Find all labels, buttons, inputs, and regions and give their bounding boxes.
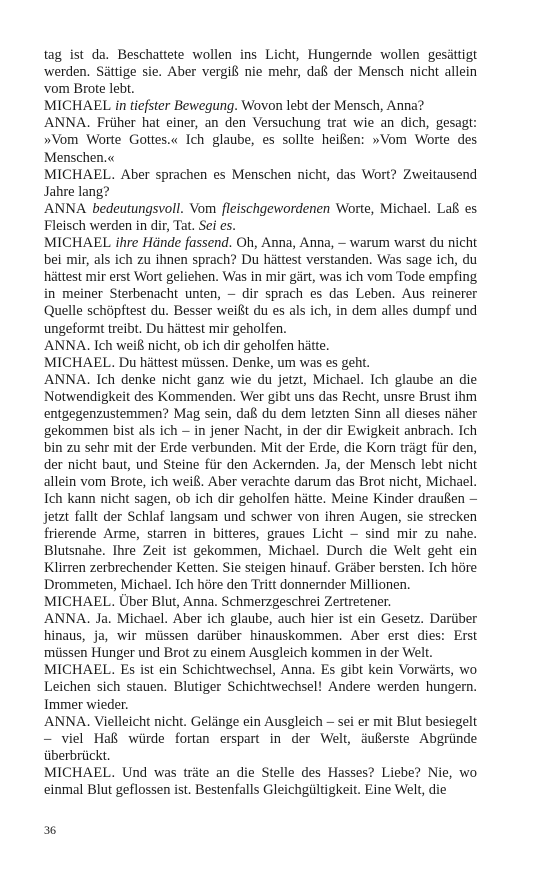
speaker-name: ANNA	[44, 200, 87, 217]
dialogue-text: . Oh, Anna, Anna, – warum warst du nicht bei mir, als ich zu ihnen sprach? Du hättest verstanden. Was sage ich, du hättest mir erst Wort geliehen. Was in mir gärt, was ich vom Tode empfing in meiner Sterbenacht unten, – dir sprach es das Leben. Aus reinerer Quelle schöpftest du. Besser weißt du es als ich, in dem alles dumpf und ungeformt treibt. Du hättest mir geholfen.	[44, 235, 478, 337]
dialogue-paragraph	[44, 594, 477, 611]
page-number: 36	[44, 823, 56, 837]
speaker-name: MICHAEL	[44, 235, 112, 252]
dialogue-text: . Über Blut, Anna. Schmerzgeschrei Zertretener.	[111, 594, 392, 610]
dialogue-paragraph	[44, 235, 477, 338]
dialogue-text: . Vielleicht nicht. Gelänge ein Ausgleich – sei er mit Blut besiegelt – viel Haß würde fortan erspart in der Welt, äußerste Abgründe überbrückt.	[44, 713, 477, 764]
dialogue-paragraph	[44, 765, 477, 799]
stage-direction: ihre Hände fassend	[115, 235, 229, 252]
dialogue-text: . Es ist ein Schichtwechsel, Anna. Es gibt kein Vorwärts, wo Leichen sich stauen. Blutiger Schichtwechsel! Andere werden hungern. Immer wieder.	[44, 662, 477, 713]
speaker-name: MICHAEL	[44, 594, 112, 610]
dialogue-text: . Du hättest müssen. Denke, um was es geht.	[111, 354, 370, 371]
speaker-name: MICHAEL	[44, 98, 112, 115]
dialogue-paragraph	[44, 662, 477, 713]
speaker-name: ANNA	[44, 115, 87, 132]
speaker-name: ANNA	[44, 611, 87, 628]
dialogue-paragraph	[44, 338, 477, 355]
speaker-name: MICHAEL	[44, 764, 112, 781]
dialogue-paragraph	[44, 355, 477, 372]
speaker-name: MICHAEL	[44, 166, 112, 183]
dialogue-paragraph	[44, 47, 477, 98]
dialogue-text: . Wovon lebt der Mensch, Anna?	[234, 98, 425, 115]
speaker-name: MICHAEL	[44, 662, 112, 679]
dialogue-paragraph	[44, 201, 477, 235]
speaker-name: MICHAEL	[44, 354, 112, 371]
dialogue-text: tag ist da. Beschattete wollen ins Licht, Hungernde wollen gesättigt werden. Sättige sie. Aber vergiß nie mehr, daß der Mensch nicht allein vom Brote lebt.	[44, 47, 477, 98]
dialogue-paragraph	[44, 611, 477, 662]
speaker-name: ANNA	[44, 337, 87, 354]
dialogue-text: . Aber sprachen es Menschen nicht, das Wort? Zweitausend Jahre lang?	[44, 166, 477, 200]
stage-direction: bedeutungsvoll	[92, 200, 181, 217]
dialogue-text: . Und was träte an die Stelle des Hasses? Liebe? Nie, wo einmal Blut geflossen ist. Bestenfalls Gleichgültigkeit. Eine Welt, die	[44, 764, 477, 799]
dialogue-paragraph	[44, 372, 477, 594]
text-block	[44, 47, 477, 799]
dialogue-text: . Früher hat einer, an den Versuchung trat wie an dich, gesagt: »Vom Worte Gottes.« Ich glaube, es sollte heißen: »Vom Worte des Menschen.«	[44, 115, 477, 166]
dialogue-text: Worte, Michael. Laß es Fleisch werden in dir, Tat.	[44, 200, 478, 234]
dialogue-paragraph	[44, 167, 477, 201]
dialogue-text: .	[232, 217, 236, 234]
dialogue-text: . Ja. Michael. Aber ich glaube, auch hier ist ein Gesetz. Darüber hinaus, ja, wir müssen darüber hinauskommen. Aber erst dies: Erst müssen Hunger und Brot zu einem Ausgleich kommen in der Welt.	[44, 611, 477, 662]
dialogue-text: . Vom	[180, 200, 222, 217]
speaker-name: ANNA	[44, 371, 87, 388]
dialogue-text: . Ich denke nicht ganz wie du jetzt, Michael. Ich glaube an die Notwendigkeit des Kommenden. Wer gibt uns das Recht, unsre Brust ihm entgegenzustemmen? Mag sein, daß du dem letzten Sinn all dieses näher gekommen bist als ich – in jener Nacht, in der dir Ewigkeit anbrach. Ich bin zu sehr mit der Erde verbunden. Mit der Erde, die Korn trägt für den, der nicht baut, und Steine für den Ackernden. Ja, der Mensch lebt nicht allein vom Brote, ich weiß. Aber verachte darum das Brot nicht, Michael. Ich kann nicht sagen, ob ich dir geholfen hätte. Meine Kinder draußen – jetzt fallt der Schlaf langsam und schwer von ihren Augen, sie strecken frierende Arme, starren in bitteres, graues Licht – sind mir zu nahe. Blutsnahe. Ihre Zeit ist gekommen, Michael. Durch die Welt geht ein Klirren zerbrechender Ketten. Sie steigen hinauf. Gräber bersten. Ich höre Drommeten, Michael. Ich höre den Tritt donnernder Millionen.	[44, 371, 477, 593]
dialogue-text: . Ich weiß nicht, ob ich dir geholfen hätte.	[86, 337, 330, 354]
stage-direction: fleischgewordenen	[221, 200, 331, 217]
stage-direction: in tiefster Bewegung	[115, 98, 235, 115]
dialogue-paragraph	[44, 714, 477, 765]
dialogue-paragraph	[44, 115, 477, 166]
dialogue-paragraph	[44, 98, 477, 115]
stage-direction: Sei es	[198, 217, 233, 234]
speaker-name: ANNA	[44, 713, 87, 730]
